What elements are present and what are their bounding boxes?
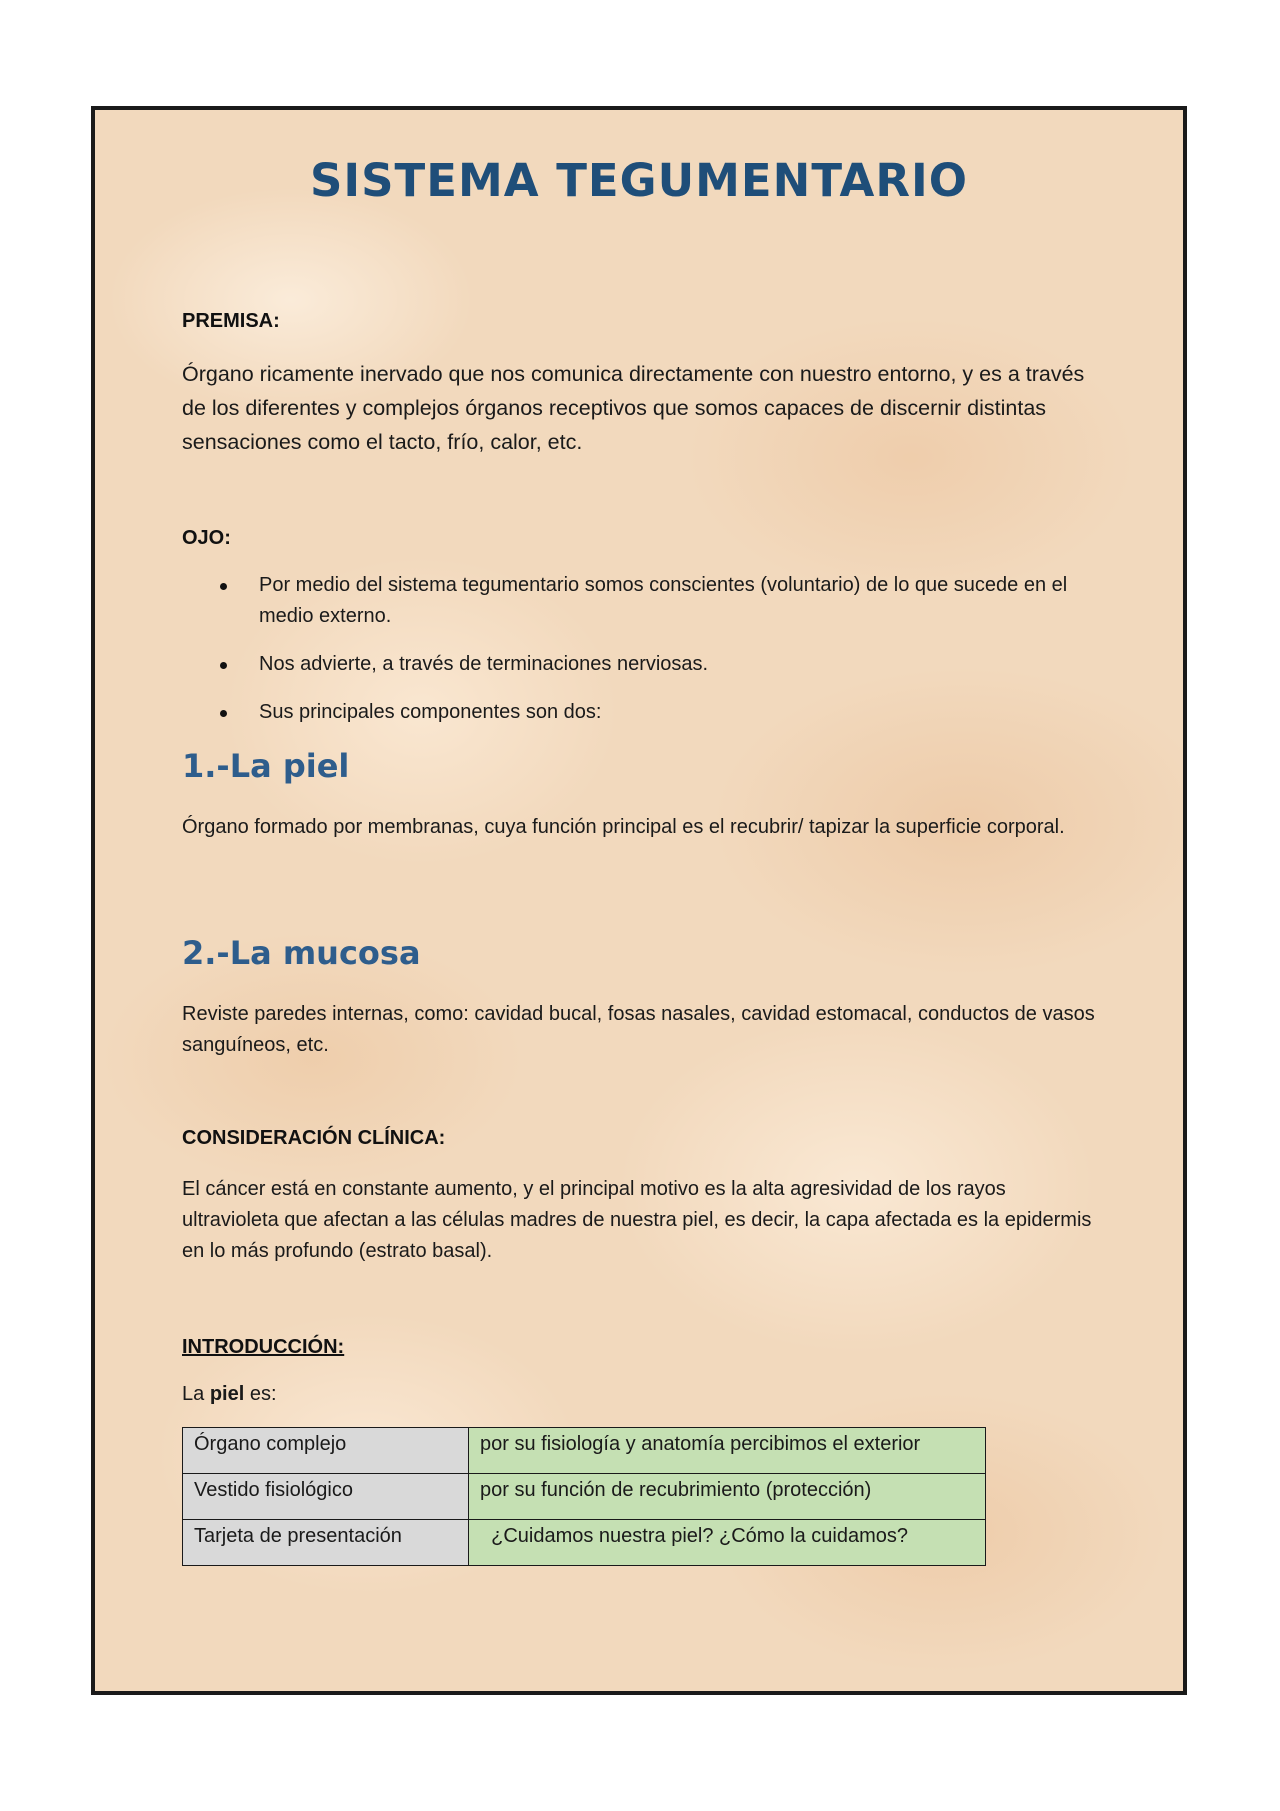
list-item-text: Nos advierte, a través de terminaciones nerviosas. — [259, 653, 709, 675]
list-item-text: Sus principales componentes son dos: — [259, 701, 602, 723]
intro-bold-word: piel — [209, 1383, 245, 1405]
ojo-list — [182, 570, 1102, 745]
table-cell: por su función de recubrimiento (protección) — [469, 1474, 986, 1520]
bullet-icon — [220, 583, 227, 590]
clinica-text: El cáncer está en constante aumento, y el principal motivo es la alta agresividad de los rayos ultravioleta que afectan a las células madres de nuestra piel, es decir, la capa afectada es la epidermis en lo más profundo (estrato basal). — [182, 1178, 1092, 1262]
table-cell: ¿Cuidamos nuestra piel? ¿Cómo la cuidamos? — [469, 1520, 986, 1566]
page-frame — [91, 106, 1187, 1695]
bullet-icon — [220, 662, 227, 669]
list-item — [182, 649, 1102, 680]
clinica-label: CONSIDERACIÓN CLÍNICA: — [182, 1127, 446, 1149]
premisa-text: Órgano ricamente inervado que nos comunica directamente con nuestro entorno, y es a través de los diferentes y complejos órganos receptivos que somos capaces de discernir distintas sensaciones como el tacto, frío, calor, etc. — [182, 362, 1085, 454]
table-row — [183, 1474, 986, 1520]
mucosa-text: Reviste paredes internas, como: cavidad bucal, fosas nasales, cavidad estomacal, conductos de vasos sanguíneos, etc. — [182, 1003, 1095, 1056]
mucosa-heading: 2.-La mucosa — [182, 934, 421, 972]
bullet-icon — [220, 710, 227, 717]
piel-table — [182, 1427, 986, 1566]
table-cell: Vestido fisiológico — [183, 1474, 469, 1520]
introduccion-line — [182, 1383, 277, 1406]
ojo-label: OJO: — [182, 527, 231, 549]
premisa-label: PREMISA: — [182, 310, 280, 332]
list-item-text: Por medio del sistema tegumentario somos conscientes (voluntario) de lo que sucede en el medio externo. — [259, 574, 1068, 627]
table-row — [183, 1428, 986, 1474]
document-title: SISTEMA TEGUMENTARIO — [309, 154, 969, 207]
intro-prefix: La — [182, 1383, 210, 1405]
piel-heading: 1.-La piel — [182, 747, 350, 785]
table-row — [183, 1520, 986, 1566]
table-cell: Tarjeta de presentación — [183, 1520, 469, 1566]
table-cell: Órgano complejo — [183, 1428, 469, 1474]
intro-suffix: es: — [244, 1383, 277, 1405]
document-content — [95, 110, 1183, 1691]
list-item — [182, 570, 1102, 632]
table-cell: por su fisiología y anatomía percibimos el exterior — [469, 1428, 986, 1474]
introduccion-label: INTRODUCCIÓN: — [182, 1336, 345, 1358]
list-item — [182, 697, 1102, 728]
piel-text: Órgano formado por membranas, cuya función principal es el recubrir/ tapizar la superficie corporal. — [182, 816, 1065, 838]
